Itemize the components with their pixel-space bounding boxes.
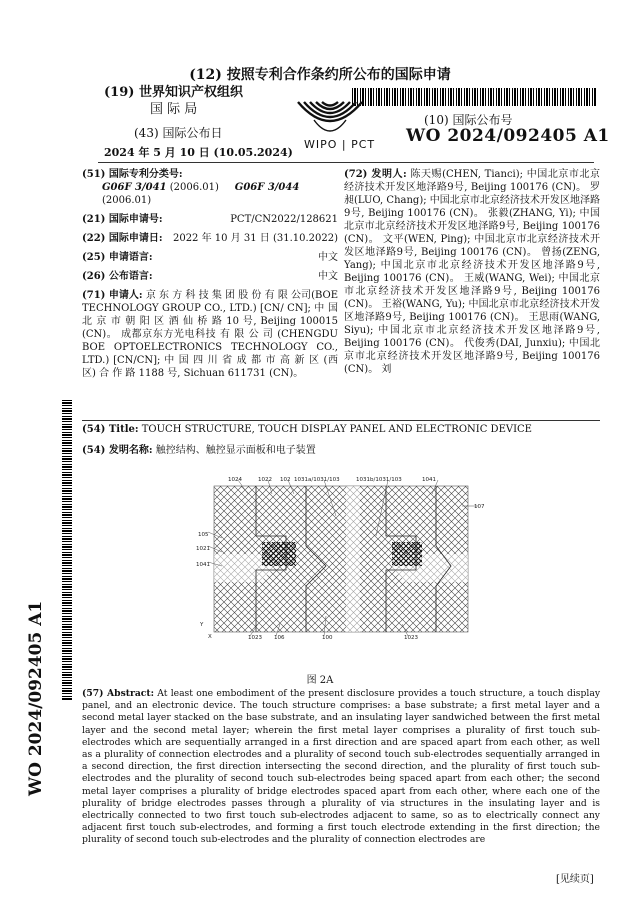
fig-label: 1041 xyxy=(422,477,436,483)
filing-date: 2022 年 10 月 31 日 (31.10.2022) xyxy=(172,233,338,244)
filing-date-label: (22) 国际申请日: xyxy=(82,233,163,244)
continued-note: [见续页] xyxy=(556,874,594,885)
document-title: (12) 按照专利合作条约所公布的国际申请 xyxy=(189,67,451,83)
fig-label: 102 xyxy=(280,477,291,483)
fig-label: 1031a/1031/103 xyxy=(294,477,340,483)
divider xyxy=(98,162,594,163)
pub-date-label: (43) 国际公布日 xyxy=(134,126,223,140)
pub-lang-label: (26) 公布语言: xyxy=(82,271,153,282)
applicant-block xyxy=(82,289,338,380)
title-en: TOUCH STRUCTURE, TOUCH DISPLAY PANEL AND ELECTRONIC DEVICE xyxy=(141,424,532,435)
ipc-codes xyxy=(82,181,338,207)
fig-label: 100 xyxy=(322,635,333,640)
side-barcode xyxy=(62,400,72,700)
divider xyxy=(82,420,600,421)
ipc-code-2-date: (2006.01) xyxy=(102,195,152,206)
org-subname: 国 际 局 xyxy=(150,102,198,117)
pub-number: WO 2024/092405 A1 xyxy=(406,126,610,146)
fig-axis-y: Y xyxy=(200,622,204,628)
pub-number-label: (10) 国际公布号 xyxy=(424,113,513,127)
title-en-label: (54) Title: xyxy=(82,424,139,435)
bibliographic-right xyxy=(344,168,600,376)
ipc-code-2: G06F 3/044 xyxy=(234,182,300,193)
filing-lang: 中文 xyxy=(318,252,338,263)
abstract-label: (57) Abstract: xyxy=(82,688,155,699)
fig-label: 107 xyxy=(474,504,485,510)
fig-label: 1023 xyxy=(248,635,262,640)
app-number: PCT/CN2022/128621 xyxy=(230,214,338,225)
filing-date-row xyxy=(82,232,338,245)
organization-name xyxy=(104,84,243,118)
title-chinese xyxy=(82,441,316,456)
fig-label: 1021 xyxy=(196,546,210,552)
applicant-text: 京 东 方 科 技 集 团 股 份 有 限 公司(BOE TECHNOLOGY GROUP CO., LTD.) [CN/ CN]; 中 国 北 京 市 朝 阳 区 酒 仙 桥 路 10 号, Beijing 100015 (CN)。 成都京东方光电科技 有 限 公 司 (CHENGDU BOE OPTOELECTRONICS TECHNOLOGY CO., LTD.) [CN/CN]; 中 国 四 川 省 成 都 市 高 新 区 (西 区) 合 作 路 1188 号, Sichuan 611731 (CN)。 xyxy=(82,290,338,379)
inventor-text: 陈天赐(CHEN, Tianci); 中国北京市北京经济技术开发区地泽路9号, Beijing 100176 (CN)。 罗昶(LUO, Chang); 中国北京市北京经济技术开发区地泽路9号, Beijing 100176 (CN)。 张毅(ZHANG, Yi); 中国北京市北京经济技术开发区地泽路9号, Beijing 100176 (CN)。 文平(WEN, Ping); 中国北京市北京经济技术开发区地泽路9号, Beijing 100176 (CN)。 曾扬(ZENG, Yang); 中国北京市北京经济技术开发区地泽路9号, Beijing 100176 (CN)。 王威(WANG, Wei); 中国北京市北京经济技术开发区地泽路9号, Beijing 100176 (CN)。 王裕(WANG, Yu); 中国北京市北京经济技术开发区地泽路9号, Beijing 100176 (CN)。 王思雨(WANG, Siyu); 中国北京市北京经济技术开发区地泽路9号, Beijing 100176 (CN)。 代俊秀(DAI, Junxiu); 中国北京市北京经济技术开发区地泽路9号, Beijing 100176 (CN)。 刘 xyxy=(344,169,601,375)
ipc-label: (51) 国际专利分类号: xyxy=(82,169,183,180)
side-publication-number: WO 2024/092405 A1 xyxy=(26,600,46,796)
abstract xyxy=(82,688,600,847)
title-english xyxy=(82,424,532,435)
wipo-pct-text: WIPO | PCT xyxy=(304,138,376,151)
pub-lang-row xyxy=(82,270,338,283)
pub-date: 2024 年 5 月 10 日 (10.05.2024) xyxy=(104,146,293,159)
app-number-label: (21) 国际申请号: xyxy=(82,214,163,225)
fig-label: 105 xyxy=(198,532,209,538)
figure-caption: 图 2A xyxy=(306,675,334,686)
pub-lang: 中文 xyxy=(318,271,338,282)
title-cn: 触控结构、触控显示面板和电子装置 xyxy=(155,445,316,456)
fig-label: 106 xyxy=(274,635,285,640)
org-name: 世界知识产权组织 xyxy=(138,85,243,100)
inventor-block xyxy=(344,168,600,376)
bibliographic-left xyxy=(82,168,338,380)
fig-label: 1022 xyxy=(258,477,272,483)
title-cn-label: (54) 发明名称: xyxy=(82,445,153,456)
fig-label: 1024 xyxy=(228,477,242,483)
fig-label: 1031b/1031/103 xyxy=(356,477,402,483)
app-number-row xyxy=(82,213,338,226)
fig-label: 1023 xyxy=(404,635,418,640)
fig-axis-x: X xyxy=(208,634,212,640)
applicant-label: (71) 申请人: xyxy=(82,290,143,301)
abstract-text: At least one embodiment of the present disclosure provides a touch structure, a touch display panel, and an electronic device. The touch structure comprises: a base substrate; a first metal layer and a second metal layer stacked on the base substrate, and an insulating layer sandwiched between the first metal layer and the second metal layer; wherein the first metal layer comprises a plurality of first touch sub-electrodes which are sequentially arranged in a first direction and are spaced apart from each other, as well as a plurality of connection electrodes and a plurality of second touch sub-electrodes sequentially arranged in a second direction, the first direction intersecting the second direction, and the plurality of first touch sub-electrodes and the plurality of second touch sub-electrodes being spaced apart from each other; the second metal layer comprises a plurality of bridge electrodes spaced apart from each other, where each one of the plurality of bridge electrodes passes through a plurality of via structures in the insulating layer and is electrically connected to two first touch sub-electrodes adjacent to same, so as to electrically connect any adjacent first touch sub-electrodes, and forming a first touch electrode extending in the first direction; the plurality of second touch sub-electrodes and the plurality of connection electrodes are xyxy=(82,688,601,846)
filing-lang-label: (25) 申请语言: xyxy=(82,252,153,263)
barcode xyxy=(352,88,596,106)
org-code: (19) xyxy=(104,85,135,100)
ipc-code-1: G06F 3/041 xyxy=(102,182,167,193)
filing-lang-row xyxy=(82,251,338,264)
ipc-code-1-date: (2006.01) xyxy=(169,182,219,193)
touch-structure-figure xyxy=(196,476,492,640)
fig-label: 1041 xyxy=(196,562,210,568)
inventor-label: (72) 发明人: xyxy=(344,169,407,180)
